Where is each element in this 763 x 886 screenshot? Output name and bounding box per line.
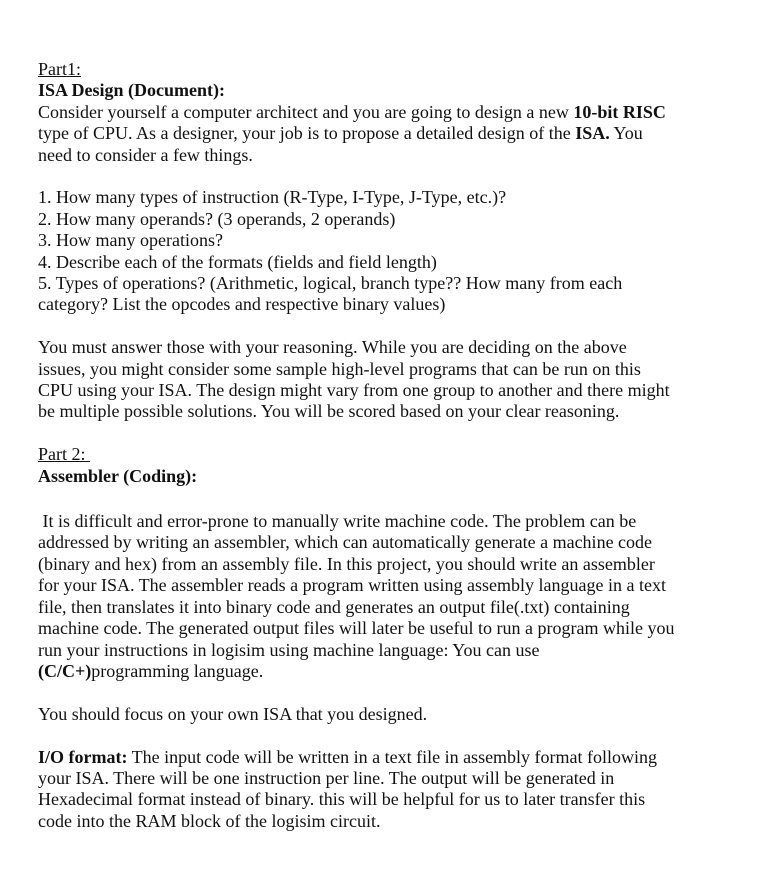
question-item: 2. How many operands? (3 operands, 2 operands) — [38, 208, 396, 229]
part1-label: Part1: — [38, 59, 81, 79]
paragraph-line: machine code. The generated output files will later be useful to run a program while you — [38, 618, 675, 639]
part2-label: Part 2: — [38, 444, 90, 465]
question-list — [38, 187, 738, 315]
paragraph-line: CPU using your ISA. The design might vary from one group to another and there might — [38, 380, 670, 401]
paragraph-line: issues, you might consider some sample high-level programs that can be run on this — [38, 358, 641, 379]
question-item: 3. How many operations? — [38, 230, 223, 251]
paragraph-line: be multiple possible solutions. You will be scored based on your clear reasoning. — [38, 401, 620, 422]
io-format-label: I/O format: — [38, 746, 128, 767]
io-format-line-1: I/O format: The input code will be written in a text file in assembly format following — [38, 746, 658, 767]
io-format-paragraph — [38, 747, 738, 833]
question-item: 1. How many types of instruction (R-Type, I-Type, J-Type, etc.)? — [38, 187, 507, 208]
paragraph-line: file, then translates it into binary code and generates an output file(.txt) containing — [38, 596, 630, 617]
paragraph-line: addressed by writing an assembler, which can automatically generate a machine code — [38, 532, 653, 553]
document-page — [38, 59, 738, 832]
paragraph-line: You must answer those with your reasoning. While you are deciding on the above — [38, 337, 627, 358]
part1-heading: ISA Design (Document): — [38, 80, 225, 101]
paragraph-line: Hexadecimal format instead of binary. this will be helpful for us to later transfer this — [38, 789, 646, 810]
focus-note: You should focus on your own ISA that you designed. — [38, 703, 428, 724]
language-line: (C/C+)programming language. — [38, 660, 264, 681]
paragraph-line: for your ISA. The assembler reads a program written using assembly language in a text — [38, 575, 666, 596]
part2-heading: Assembler (Coding): — [38, 465, 198, 486]
language-emphasis: (C/C+) — [38, 660, 92, 681]
part1-intro-line-2: type of CPU. As a designer, your job is to propose a detailed design of the ISA. You — [38, 123, 643, 144]
cpu-bits-emphasis: 10-bit RISC — [573, 101, 666, 122]
paragraph-line: run your instructions in logisim using machine language: You can use — [38, 639, 540, 660]
paragraph-line: (binary and hex) from an assembly file. In this project, you should write an assembler — [38, 553, 655, 574]
paragraph-line: code into the RAM block of the logisim circuit. — [38, 810, 381, 831]
paragraph-line: your ISA. There will be one instruction per line. The output will be generated in — [38, 767, 615, 788]
part1-intro-line-3: need to consider a few things. — [38, 144, 253, 165]
isa-emphasis: ISA. — [575, 123, 610, 144]
paragraph-line: It is difficult and error-prone to manually write machine code. The problem can be — [38, 511, 637, 532]
reasoning-paragraph — [38, 337, 738, 423]
assembler-paragraph — [38, 511, 738, 682]
part1-intro-line-1: Consider yourself a computer architect and you are going to design a new 10-bit RISC — [38, 101, 666, 122]
question-item: 5. Types of operations? (Arithmetic, logical, branch type?? How many from each — [38, 273, 623, 294]
question-item: 4. Describe each of the formats (fields and field length) — [38, 251, 437, 272]
question-item-continued: category? List the opcodes and respective binary values) — [38, 294, 446, 315]
